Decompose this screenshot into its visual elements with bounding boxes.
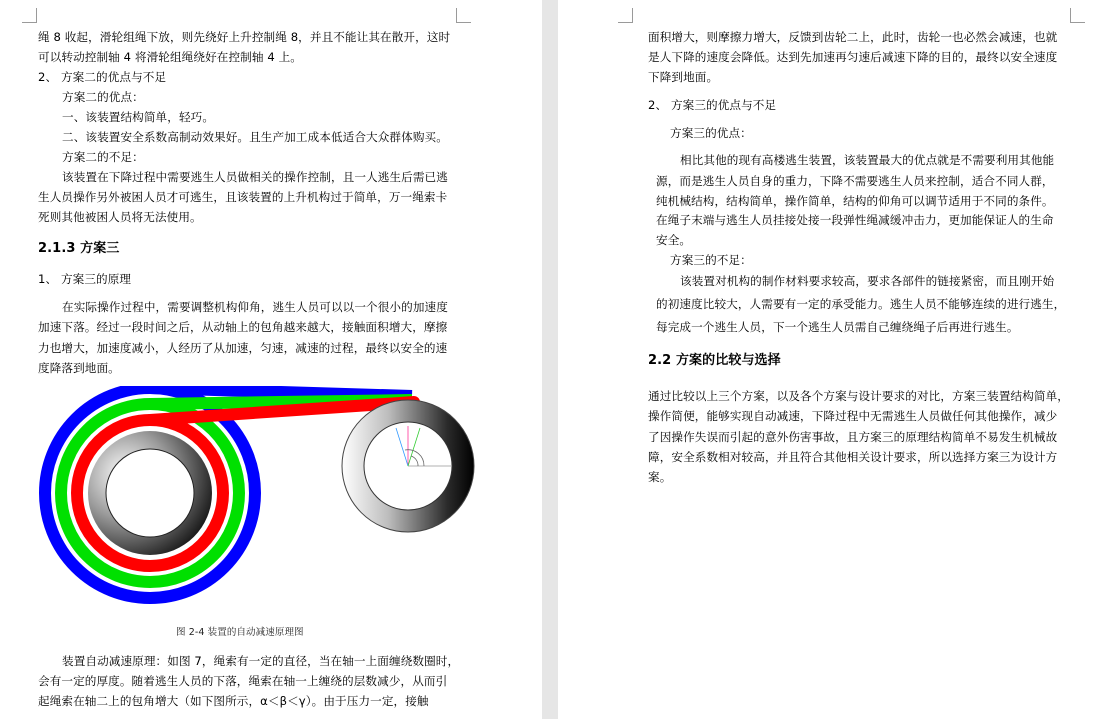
document-page-left [0,0,542,719]
body-line: 相比其他的现有高楼逃生装置，该装置最大的优点就是不需要利用其他能 [680,153,1055,167]
crop-mark [456,8,471,23]
body-line: 方案三的优点： [670,126,752,140]
body-line: 方案二的不足： [62,150,144,164]
body-line: 会有一定的厚度。随着逃生人员的下落，绳索在轴一上缠绕的层数减少，从而引 [38,674,448,688]
body-line: 在绳子末端与逃生人员挂接处接一段弹性绳减缓冲击力，更加能保证人的生命 [656,213,1054,227]
subheading: 1、 方案三的原理 [38,272,132,286]
figure-caption: 图 2-4 装置的自动减速原理图 [176,627,304,638]
body-line: 力也增大，加速度减小，人经历了从加速，匀速，减速的过程，最终以安全的速 [38,341,448,355]
body-line: 面积增大，则摩擦力增大，反馈到齿轮二上，此时，齿轮一也必然会减速，也就 [648,30,1058,44]
body-line: 通过比较以上三个方案，以及各个方案与设计要求的对比，方案三装置结构简单， [648,389,1069,403]
body-line: 障，安全系数相对较高，并且符合其他相关设计要求，所以选择方案三为设计方 [648,450,1058,464]
spool-hole [106,449,194,537]
subheading: 2、 方案三的优点与不足 [648,98,777,112]
body-line: 死则其他被困人员将无法使用。 [38,210,202,224]
body-line: 的初速度比较大，人需要有一定的承受能力。逃生人员不能够连续的进行逃生， [656,297,1066,311]
deceleration-diagram [36,386,476,616]
crop-mark [618,8,633,23]
body-line: 可以转动控制轴 4 将滑轮组绳绕好在控制轴 4 上。 [38,50,302,64]
body-line: 方案二的优点： [62,90,144,104]
body-line: 案。 [648,470,672,484]
body-line: 绳 8 收起，滑轮组绳下放，则先绕好上升控制绳 8，并且不能让其在散开，这时 [38,30,451,44]
body-line: 每完成一个逃生人员，下一个逃生人员需自己缠绕绳子后再进行逃生。 [656,320,1019,334]
crop-mark [1070,8,1085,23]
body-line: 方案三的不足： [670,253,752,267]
body-line: 该装置对机构的制作材料要求较高，要求各部件的链接紧密，而且刚开始 [680,274,1055,288]
body-line: 下降到地面。 [648,70,719,84]
body-line: 起绳索在轴二上的包角增大（如下图所示，α＜β＜γ）。由于压力一定，接触 [38,694,429,708]
section-heading: 2.2 方案的比较与选择 [648,353,781,368]
body-line: 在实际操作过程中，需要调整机构仰角，逃生人员可以以一个很小的加速度 [62,300,448,314]
section-heading: 2.1.3 方案三 [38,241,120,256]
body-line: 装置自动减速原理：如图 7，绳索有一定的直径，当在轴一上面缠绕数圈时， [62,654,460,668]
crop-mark [22,8,37,23]
body-line: 源，而是逃生人员自身的重力，下降不需要逃生人员来控制，适合不同人群， [656,174,1054,188]
body-line: 是人下降的速度会降低。达到先加速再匀速后减速下降的目的，最终以安全速度 [648,50,1058,64]
body-line: 安全。 [656,233,692,247]
body-line: 2、 方案二的优点与不足 [38,70,167,84]
body-line: 一、该装置结构简单，轻巧。 [62,110,215,124]
body-line: 该装置在下降过程中需要逃生人员做相关的操作控制，且一人逃生后需已逃 [62,170,448,184]
body-line: 度降落到地面。 [38,361,120,375]
body-line: 操作简便，能够实现自动减速，下降过程中无需逃生人员做任何其他操作，减少 [648,409,1058,423]
body-line: 纯机械结构，结构简单，操作简单，结构的仰角可以调节适用于不同的条件。 [656,194,1054,208]
body-line: 加速下落。经过一段时间之后，从动轴上的包角越来越大，接触面积增大，摩擦 [38,320,448,334]
document-page-right [558,0,1118,719]
body-line: 二、该装置安全系数高制动效果好。且生产加工成本低适合大众群体购买。 [62,130,448,144]
body-line: 了因操作失误而引起的意外伤害事故，且方案三的原理结构简单不易发生机械故 [648,430,1058,444]
body-line: 生人员操作另外被困人员才可逃生，且该装置的上升机构过于简单，万一绳索卡 [38,190,448,204]
